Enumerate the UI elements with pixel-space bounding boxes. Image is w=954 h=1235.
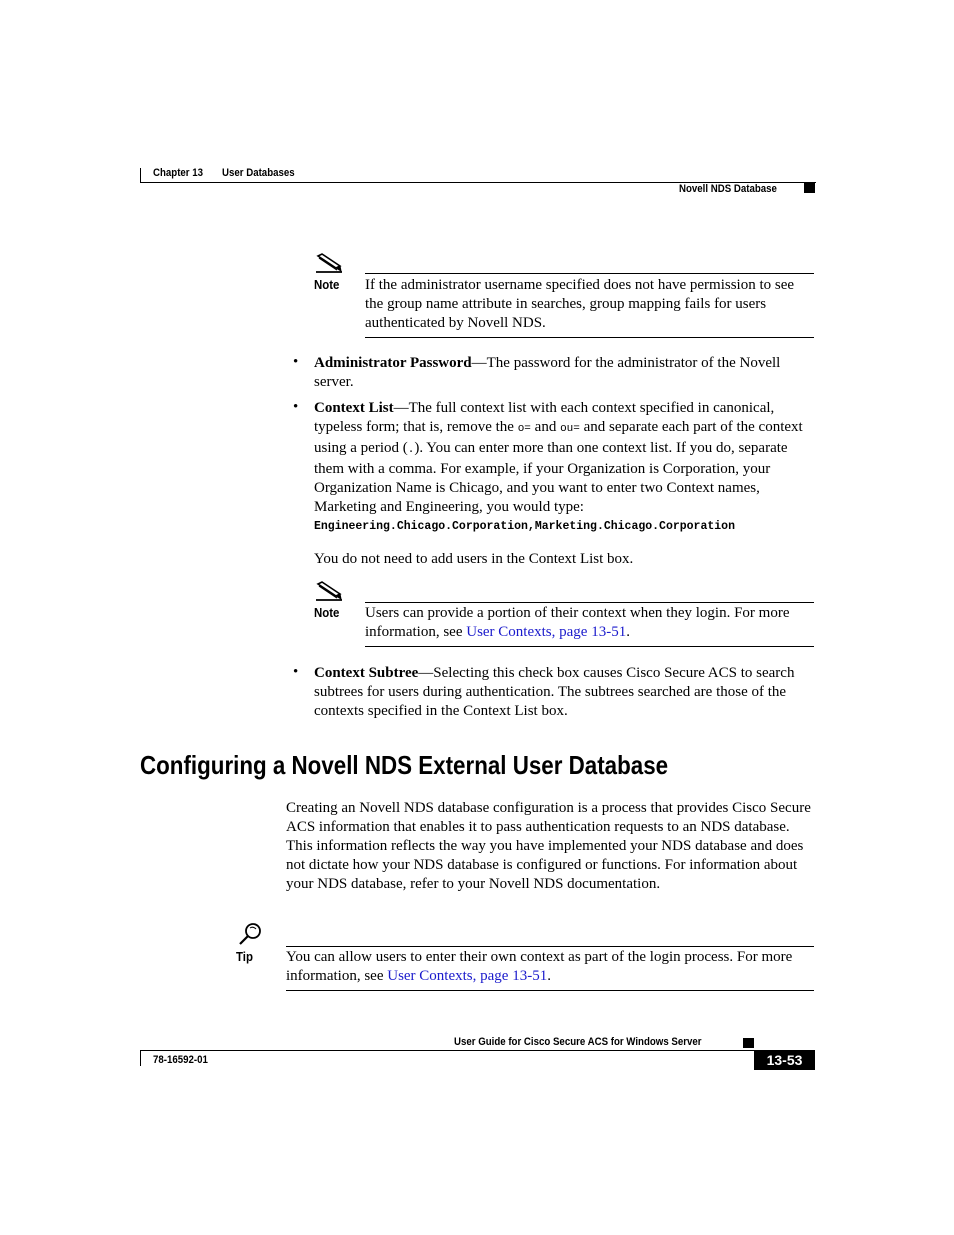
footer-rule: [140, 1050, 754, 1051]
bullet-admin-password: Administrator Password—The password for the administrator of the Novell server.: [314, 355, 781, 390]
note-bottom-rule: [365, 337, 814, 338]
header-chapter: Chapter 13: [153, 167, 204, 179]
header-left-tick: [140, 168, 141, 182]
bullet-context-subtree: Context Subtree—Selecting this check box causes Cisco Secure ACS to search subtrees for users during authentication. The subtrees searched are those of the contexts specified in the Context List box.: [314, 665, 795, 719]
header-section: Novell NDS Database: [679, 183, 777, 195]
user-contexts-link[interactable]: User Contexts, page 13-51: [466, 624, 627, 640]
footer-doc-number: 78-16592-01: [153, 1054, 208, 1066]
bullet-marker: •: [293, 664, 299, 680]
context-list-note: You do not need to add users in the Context List box.: [314, 551, 634, 567]
note-top-rule: [365, 602, 814, 603]
page-number: 13-53: [766, 1052, 803, 1068]
pencil-icon: [314, 580, 344, 607]
bullet-context-list: Context List—The full context list with each context specified in canonical, typeless form; that is, remove the o= and ou= and separate each part of the context using a period (.). You can enter more than one context list. If you do, separate them with a comma. For example, if your Organization is Corporation, your Organization Name is Chicago, and you want to enter two Context names, Marketing and Engineering, you would type:: [314, 400, 803, 515]
pencil-icon: [314, 252, 344, 279]
tip-bottom-rule: [286, 990, 814, 991]
footer-left-tick: [140, 1050, 141, 1066]
note-text: Users can provide a portion of their context when they login. For more information, see User Contexts, page 13-51.: [365, 605, 790, 640]
note-label: Note: [314, 277, 340, 292]
footer-guide-title: User Guide for Cisco Secure ACS for Windows Server: [454, 1036, 702, 1048]
bullet-marker: •: [293, 399, 299, 415]
note-text: If the administrator username specified does not have permission to see the group name attribute in searches, group mapping fails for users authenticated by Novell NDS.: [365, 277, 795, 331]
note-label: Note: [314, 605, 340, 620]
header-chapter-title: User Databases: [222, 167, 295, 179]
section-heading: Configuring a Novell NDS External User Database: [140, 750, 669, 780]
tip-top-rule: [286, 946, 814, 947]
tip-text: You can allow users to enter their own context as part of the login process. For more information, see User Contexts, page 13-51.: [286, 949, 793, 984]
footer-block-marker: [743, 1038, 754, 1048]
code-example: Engineering.Chicago.Corporation,Marketing.Chicago.Corporation: [314, 520, 735, 533]
header-block-marker: [804, 183, 815, 193]
tip-label: Tip: [236, 949, 253, 964]
note-bottom-rule: [365, 646, 814, 647]
term-admin-password: Administrator Password: [314, 355, 472, 371]
section-body: Creating an Novell NDS database configuration is a process that provides Cisco Secure ACS information that enables it to pass authentication requests to an NDS database. This information reflects the way you have implemented your NDS database and does not dictate how your NDS database is configured or functions. For information about your NDS database, refer to your Novell NDS documentation.: [286, 800, 811, 892]
bullet-marker: •: [293, 354, 299, 370]
page-number-box: [754, 1050, 815, 1070]
note-top-rule: [365, 273, 814, 274]
term-context-list: Context List: [314, 400, 394, 416]
user-contexts-link[interactable]: User Contexts, page 13-51: [387, 968, 548, 984]
term-context-subtree: Context Subtree: [314, 665, 419, 681]
magnifier-icon: [236, 921, 264, 952]
